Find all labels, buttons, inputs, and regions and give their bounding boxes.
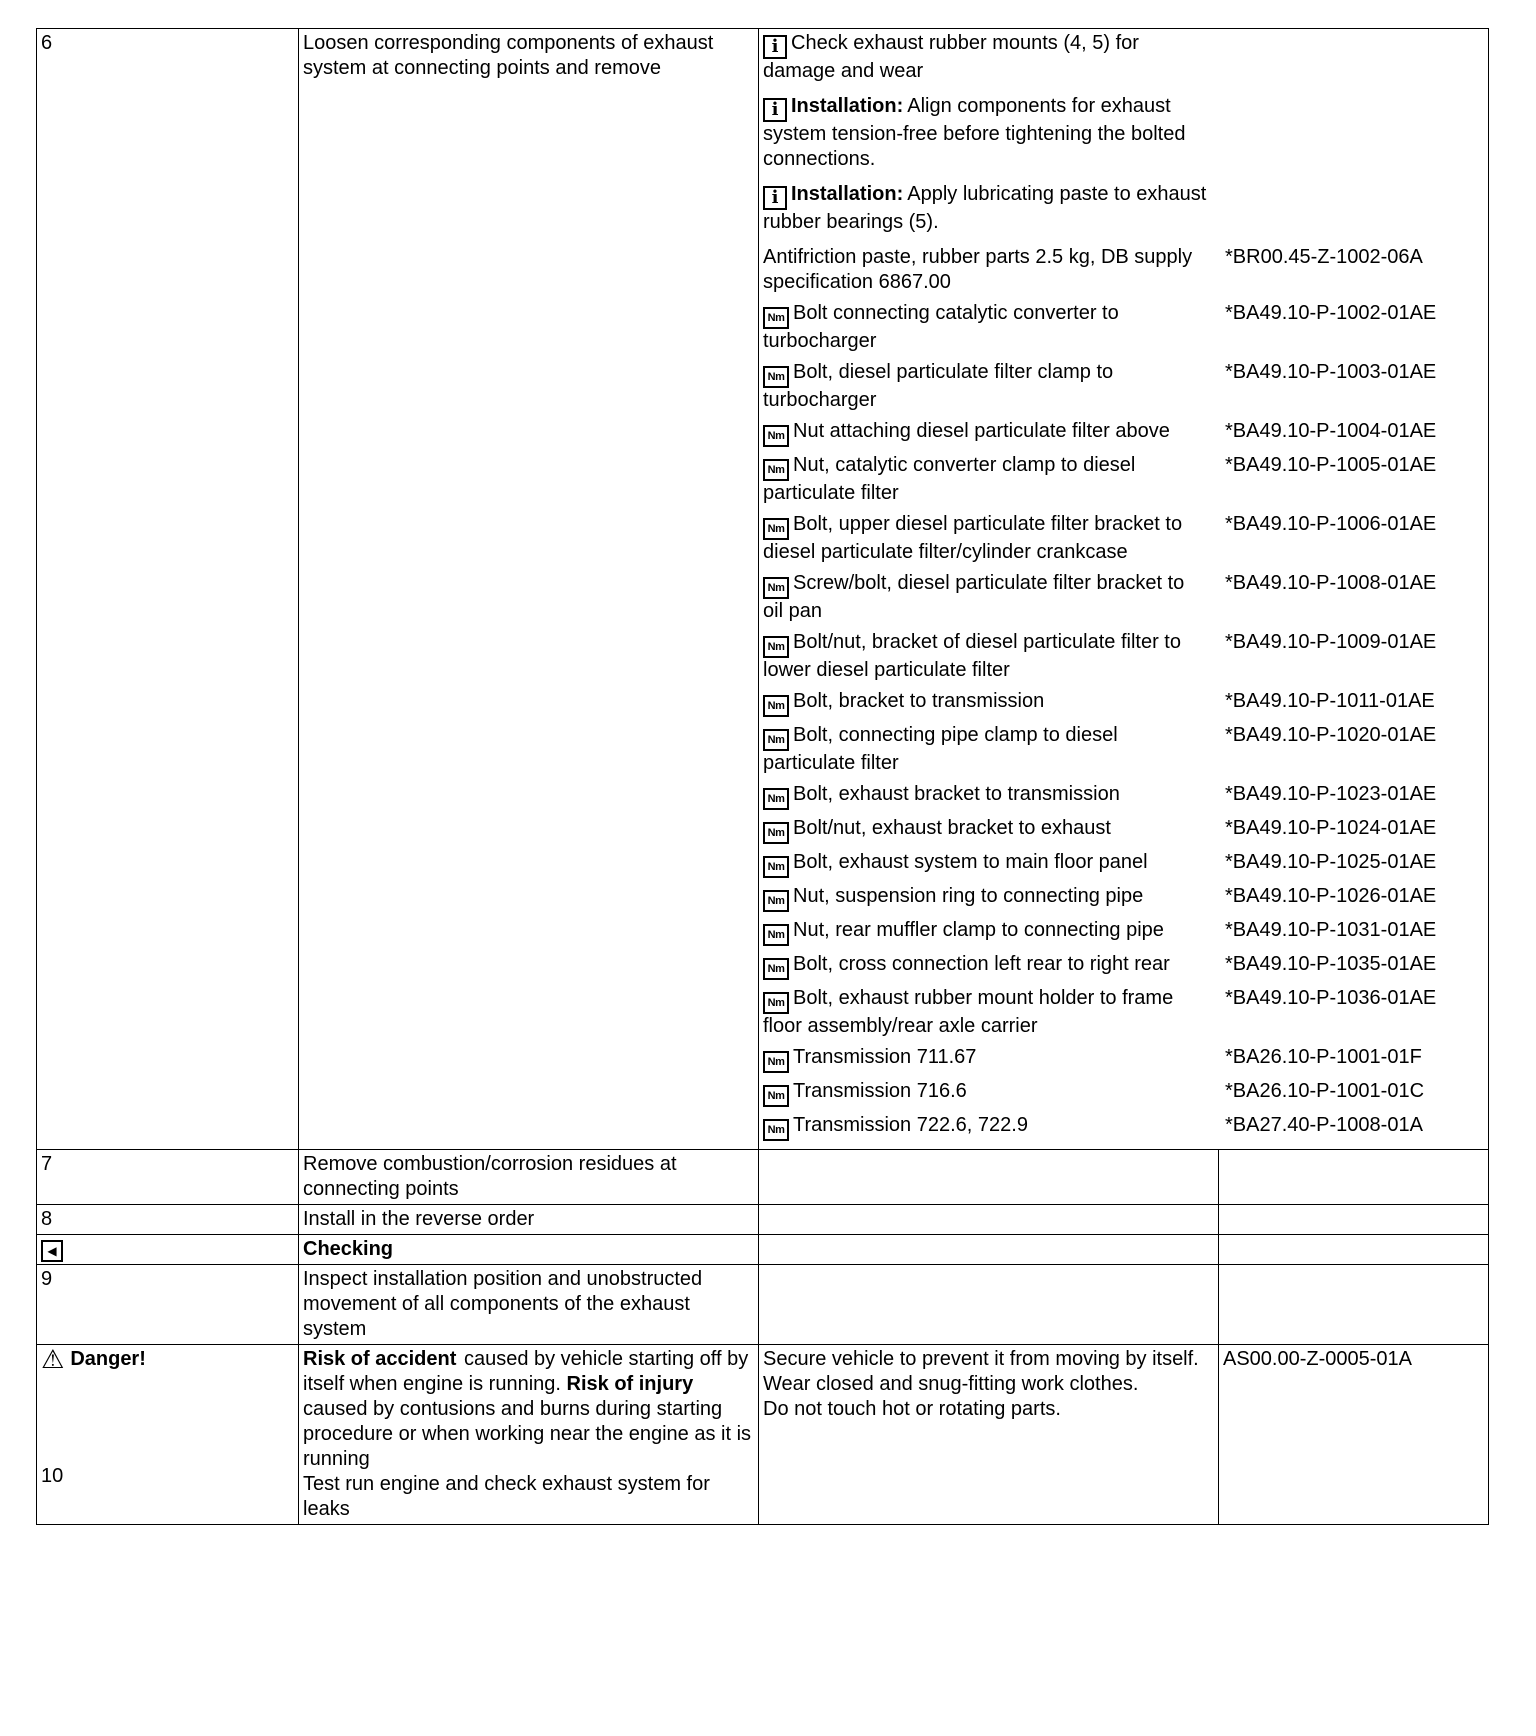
note-ref: *BA49.10-P-1035-01AE [1225, 953, 1437, 975]
note-body: Apply lubricating paste to exhaust rubber bearings (5). [763, 183, 1207, 233]
note-ref: *BA49.10-P-1011-01AE [1225, 690, 1435, 712]
note-body: Bolt, exhaust system to main floor panel [793, 851, 1148, 873]
step-action: Inspect installation position and unobstructed movement of all components of the exhaust system [299, 1265, 759, 1345]
step-action: Install in the reverse order [299, 1205, 759, 1235]
note-body: Check exhaust rubber mounts (4, 5) for damage and wear [763, 32, 1139, 82]
note-text [763, 986, 1215, 1039]
torque-nm-icon: Nm [763, 788, 789, 810]
note-item [763, 782, 1488, 810]
note-body: Bolt, cross connection left rear to right rear [793, 953, 1170, 975]
note-item [763, 816, 1488, 844]
step-ref [1219, 1150, 1489, 1205]
note-text [763, 1113, 1215, 1141]
note-ref: *BA49.10-P-1002-01AE [1225, 302, 1437, 324]
note-text [763, 301, 1215, 354]
step-action: Test run engine and check exhaust system for leaks [303, 1473, 710, 1520]
checking-icon-cell [37, 1235, 299, 1265]
step-action: Loosen corresponding components of exhaust system at connecting points and remove [299, 29, 759, 1150]
note-ref: *BA49.10-P-1026-01AE [1225, 885, 1437, 907]
danger-text: Danger! [70, 1348, 146, 1370]
note-ref: *BA49.10-P-1024-01AE [1225, 817, 1437, 839]
note-bold-label: Installation: [791, 95, 904, 117]
danger-label [41, 1344, 294, 1374]
torque-nm-icon: Nm [763, 459, 789, 481]
section-heading-checking: Checking [299, 1235, 759, 1265]
note-text [763, 31, 1215, 84]
note-text [763, 94, 1215, 172]
risk-injury-text: caused by contusions and burns during starting procedure or when working near the engine as it is running [303, 1398, 752, 1470]
note-ref: *BA49.10-P-1020-01AE [1225, 724, 1437, 746]
step-number: 8 [37, 1205, 299, 1235]
note-ref: *BA49.10-P-1005-01AE [1225, 454, 1437, 476]
measure-secure-vehicle: Secure vehicle to prevent it from moving by itself. [763, 1348, 1199, 1370]
table-row-step-6 [37, 29, 1489, 1150]
notes-list [763, 31, 1488, 1141]
note-body: Bolt/nut, bracket of diesel particulate filter to lower diesel particulate filter [763, 631, 1181, 681]
note-ref: *BA49.10-P-1008-01AE [1225, 572, 1437, 594]
table-row-checking [37, 1235, 1489, 1265]
step-ref [1219, 1205, 1489, 1235]
note-ref: *BA49.10-P-1009-01AE [1225, 631, 1437, 653]
note-body: Antifriction paste, rubber parts 2.5 kg, DB supply specification 6867.00 [763, 246, 1193, 293]
note-item [763, 182, 1488, 235]
note-item [763, 301, 1488, 354]
torque-nm-icon: Nm [763, 924, 789, 946]
note-text [763, 512, 1215, 565]
note-bold-label: Installation: [791, 183, 904, 205]
note-text [763, 419, 1215, 447]
note-body: Transmission 716.6 [793, 1080, 967, 1102]
note-ref: *BA49.10-P-1036-01AE [1225, 987, 1437, 1009]
info-icon: i [763, 35, 787, 59]
note-body: Nut, rear muffler clamp to connecting pipe [793, 919, 1164, 941]
note-text [763, 689, 1215, 717]
note-item [763, 952, 1488, 980]
note-item [763, 986, 1488, 1039]
table-row-danger-step-10 [37, 1345, 1489, 1525]
note-body: Bolt connecting catalytic converter to turbocharger [763, 302, 1119, 352]
note-text [763, 816, 1215, 844]
note-ref: *BA49.10-P-1006-01AE [1225, 513, 1437, 535]
note-ref [1215, 182, 1488, 235]
danger-description [299, 1345, 759, 1525]
procedure-table [36, 28, 1489, 1525]
note-body: Nut attaching diesel particulate filter above [793, 420, 1170, 442]
torque-nm-icon: Nm [763, 992, 789, 1014]
note-body: Bolt, diesel particulate filter clamp to turbocharger [763, 361, 1114, 411]
torque-nm-icon: Nm [763, 890, 789, 912]
note-text [763, 1045, 1215, 1073]
note-body: Bolt, upper diesel particulate filter bracket to diesel particulate filter/cylinder crankcase [763, 513, 1183, 563]
step-number: 10 [41, 1465, 64, 1487]
note-item [763, 723, 1488, 776]
note-item [763, 1113, 1488, 1141]
note-item [763, 689, 1488, 717]
note-text [763, 571, 1215, 624]
note-item [763, 1045, 1488, 1073]
note-item [763, 630, 1488, 683]
step-notes [759, 29, 1489, 1150]
note-body: Bolt, exhaust bracket to transmission [793, 783, 1120, 805]
note-item [763, 850, 1488, 878]
risk-accident-label: Risk of accident [303, 1348, 457, 1370]
note-text [763, 453, 1215, 506]
note-ref: *BA26.10-P-1001-01F [1225, 1046, 1422, 1068]
note-body: Bolt/nut, exhaust bracket to exhaust [793, 817, 1111, 839]
note-item [763, 360, 1488, 413]
torque-nm-icon: Nm [763, 577, 789, 599]
checking-arrow-icon: ◀ [41, 1240, 63, 1262]
step-notes [759, 1150, 1219, 1205]
note-item [763, 1079, 1488, 1107]
note-item [763, 571, 1488, 624]
note-ref: *BR00.45-Z-1002-06A [1225, 246, 1423, 268]
note-ref [1215, 31, 1488, 84]
info-icon: i [763, 98, 787, 122]
note-text [763, 245, 1215, 295]
note-text [763, 884, 1215, 912]
note-ref [1215, 94, 1488, 172]
note-item [763, 419, 1488, 447]
torque-nm-icon: Nm [763, 958, 789, 980]
step-ref [1219, 1235, 1489, 1265]
note-text [763, 630, 1215, 683]
table-row-step-7 [37, 1150, 1489, 1205]
note-ref: *BA49.10-P-1025-01AE [1225, 851, 1437, 873]
note-body: Transmission 722.6, 722.9 [793, 1114, 1028, 1136]
step-notes [759, 1205, 1219, 1235]
note-item [763, 94, 1488, 172]
note-body: Bolt, exhaust rubber mount holder to frame floor assembly/rear axle carrier [763, 987, 1174, 1037]
torque-nm-icon: Nm [763, 856, 789, 878]
note-text [763, 782, 1215, 810]
note-ref: *BA49.10-P-1031-01AE [1225, 919, 1437, 941]
torque-nm-icon: Nm [763, 307, 789, 329]
step-number: 9 [37, 1265, 299, 1345]
danger-cell [37, 1345, 299, 1525]
table-row-step-8 [37, 1205, 1489, 1235]
note-body: Nut, catalytic converter clamp to diesel particulate filter [763, 454, 1136, 504]
note-item [763, 884, 1488, 912]
torque-nm-icon: Nm [763, 695, 789, 717]
torque-nm-icon: Nm [763, 1051, 789, 1073]
torque-nm-icon: Nm [763, 729, 789, 751]
step-notes [759, 1235, 1219, 1265]
torque-nm-icon: Nm [763, 366, 789, 388]
torque-nm-icon: Nm [763, 425, 789, 447]
note-ref: *BA49.10-P-1023-01AE [1225, 783, 1437, 805]
note-item [763, 245, 1488, 295]
torque-nm-icon: Nm [763, 636, 789, 658]
step-number: 7 [37, 1150, 299, 1205]
note-ref: *BA49.10-P-1003-01AE [1225, 361, 1437, 383]
note-text [763, 1079, 1215, 1107]
note-text [763, 360, 1215, 413]
note-item [763, 453, 1488, 506]
table-row-step-9 [37, 1265, 1489, 1345]
note-body: Screw/bolt, diesel particulate filter bracket to oil pan [763, 572, 1185, 622]
note-text [763, 723, 1215, 776]
note-body: Bolt, connecting pipe clamp to diesel particulate filter [763, 724, 1118, 774]
note-item [763, 512, 1488, 565]
step-ref [1219, 1265, 1489, 1345]
measure-work-clothes: Wear closed and snug-fitting work clothes. [763, 1373, 1139, 1395]
step-notes [759, 1265, 1219, 1345]
step-action: Remove combustion/corrosion residues at connecting points [299, 1150, 759, 1205]
note-body: Align components for exhaust system tension-free before tightening the bolted connections. [763, 95, 1186, 170]
risk-injury-label: Risk of injury [566, 1373, 694, 1395]
note-body: Transmission 711.67 [793, 1046, 977, 1068]
note-text [763, 850, 1215, 878]
note-text [763, 952, 1215, 980]
torque-nm-icon: Nm [763, 1119, 789, 1141]
note-ref: *BA26.10-P-1001-01C [1225, 1080, 1425, 1102]
danger-measures [759, 1345, 1219, 1525]
torque-nm-icon: Nm [763, 822, 789, 844]
risk-accident-text: caused by vehicle starting off by itself when engine is running. [303, 1348, 749, 1395]
step-number: 6 [37, 29, 299, 1150]
note-text [763, 182, 1215, 235]
note-body: Bolt, bracket to transmission [793, 690, 1045, 712]
note-body: Nut, suspension ring to connecting pipe [793, 885, 1144, 907]
note-ref: *BA49.10-P-1004-01AE [1225, 420, 1437, 442]
torque-nm-icon: Nm [763, 1085, 789, 1107]
info-icon: i [763, 186, 787, 210]
note-text [763, 918, 1215, 946]
note-item [763, 918, 1488, 946]
torque-nm-icon: Nm [763, 518, 789, 540]
note-item [763, 31, 1488, 84]
danger-risk-text [303, 1347, 754, 1472]
note-ref: *BA27.40-P-1008-01A [1225, 1114, 1423, 1136]
warning-triangle-icon: ⚠ [41, 1344, 65, 1374]
danger-ref: AS00.00-Z-0005-01A [1219, 1345, 1489, 1525]
measure-hot-parts: Do not touch hot or rotating parts. [763, 1398, 1061, 1420]
